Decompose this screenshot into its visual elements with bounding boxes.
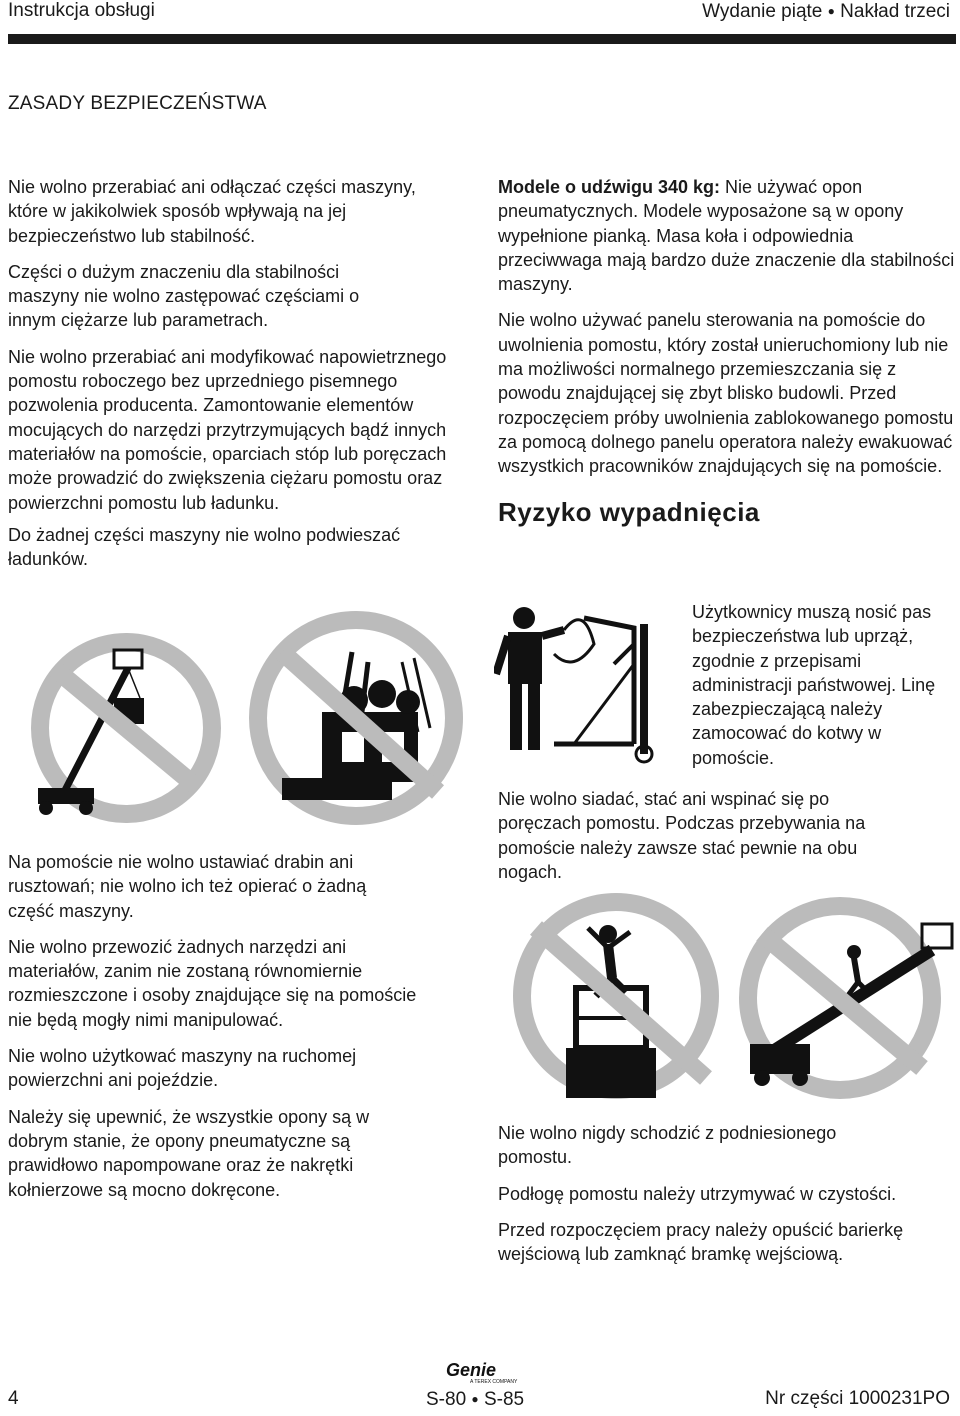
paragraph: Nie wolno przewozić żadnych narzędzi ani materiałów, zanim nie zostaną równomiernie rozmieszczone i osoby znajdujące się na pomoście nie będą mogły nimi manipulować.	[8, 936, 417, 1030]
right-column-top	[498, 175, 960, 527]
model-list	[426, 1388, 524, 1411]
paragraph-lead: Modele o udźwigu 340 kg:	[498, 177, 721, 197]
paragraph: Nie wolno nigdy schodzić z podniesionego pomostu.	[498, 1123, 837, 1168]
edition-info	[702, 0, 950, 23]
paragraph: Na pomoście nie wolno ustawiać drabin ani rusztowań; nie wolno ich też opierać o żadną część maszyny.	[8, 852, 367, 921]
left-column-bottom	[8, 850, 458, 1214]
genie-logo	[444, 1360, 520, 1389]
no-exiting-platform-pictogram	[722, 894, 960, 1102]
harness-text	[692, 600, 960, 782]
subsection-heading: Ryzyko wypadnięcia	[498, 496, 760, 527]
document-title: Instrukcja obsługi	[8, 0, 155, 21]
paragraph: Przed rozpoczęciem pracy należy opuścić barierkę wejściową lub zamknąć bramkę wejściową.	[498, 1219, 904, 1265]
header-rule	[8, 34, 956, 44]
paragraph: Nie wolno używać panelu sterowania na pomoście do uwolnienia pomostu, który został unieruchomiony lub nie ma możliwości normalnego przemieszczania się z powodu znajdującej się zbyt blisko budowli. Przed rozpoczęciem próby uwolnienia zablokowanego pomostu za pomocą dolnego panelu operatora należy ewakuować wszystkich pracowników znajdujących się na pomoście.	[498, 310, 954, 477]
genie-logo-icon	[444, 1360, 520, 1384]
left-column-top	[8, 175, 458, 583]
paragraph: Nie wolno siadać, stać ani wspinać się po poręczach pomostu. Podczas przebywania na pomoście należy zawsze stać pewnie na obu nogach.	[498, 789, 866, 882]
paragraph: Nie wolno użytkować maszyny na ruchomej powierzchni ani pojeździe.	[8, 1046, 357, 1091]
svg-text:Genie: Genie	[446, 1360, 497, 1380]
print-run: Nakład trzeci	[840, 1, 950, 22]
bullet-icon: ●	[471, 1392, 479, 1406]
page-number: 4	[8, 1388, 19, 1409]
paragraph: Do żadnej części maszyny nie wolno podwieszać ładunków.	[8, 524, 401, 570]
edition: Wydanie piąte	[702, 1, 823, 22]
right-column-middle	[498, 787, 960, 896]
paragraph: Podłogę pomostu należy utrzymywać w czystości.	[498, 1183, 897, 1204]
right-column-bottom	[498, 1121, 960, 1278]
bullet-icon: ●	[827, 4, 835, 18]
section-title: ZASADY BEZPIECZEŃSTWA	[8, 93, 267, 114]
paragraph-text: Nie używać opon pneumatycznych. Modele wyposażone są w opony wypełnione pianką. Masa koła i odpowiednia przeciwwaga mają bardzo duże znaczenie dla stabilności maszyny.	[498, 177, 955, 295]
paragraph: Nie wolno przerabiać ani odłączać części maszyny, które w jakikolwiek sposób wpływają na jej bezpieczeństwo lub stabilność.	[8, 177, 416, 246]
no-overload-pictogram	[242, 602, 470, 832]
harness-pictogram	[494, 604, 674, 764]
svg-text:A TEREX COMPANY: A TEREX COMPANY	[470, 1379, 518, 1384]
model: S-80	[426, 1389, 467, 1410]
no-hanging-load-pictogram	[6, 628, 246, 828]
paragraph: Użytkownicy muszą nosić pas bezpieczeństwa lub uprząż, zgodnie z przepisami administracji państwowej. Linę zabezpieczającą należy zamocować do kotwy w pomoście.	[692, 602, 936, 768]
paragraph: Nie wolno przerabiać ani modyfikować napowietrznego pomostu roboczego bez uprzedniego pisemnego pozwolenia producenta. Zamontowanie elementów mocujących do narzędzi przytrzymujących bądź innych materiałów na pomoście, oparciach stóp lub poręczach może prowadzić do zwiększenia ciężaru pomostu oraz powierzchni pomostu lub ładunku.	[8, 346, 447, 513]
no-climbing-rails-pictogram	[496, 888, 736, 1104]
paragraph: Części o dużym znaczeniu dla stabilności maszyny nie wolno zastępować częściami o innym ciężarze lub parametrach.	[8, 261, 360, 331]
paragraph	[498, 175, 956, 296]
model: S-85	[483, 1389, 525, 1410]
paragraph: Należy się upewnić, że wszystkie opony są w dobrym stanie, że opony pneumatyczne są prawidłowo napompowane oraz że nakrętki kołnierzowe są mocno dokręcone.	[8, 1106, 370, 1200]
part-number: Nr części 1000231PO	[765, 1388, 950, 1409]
